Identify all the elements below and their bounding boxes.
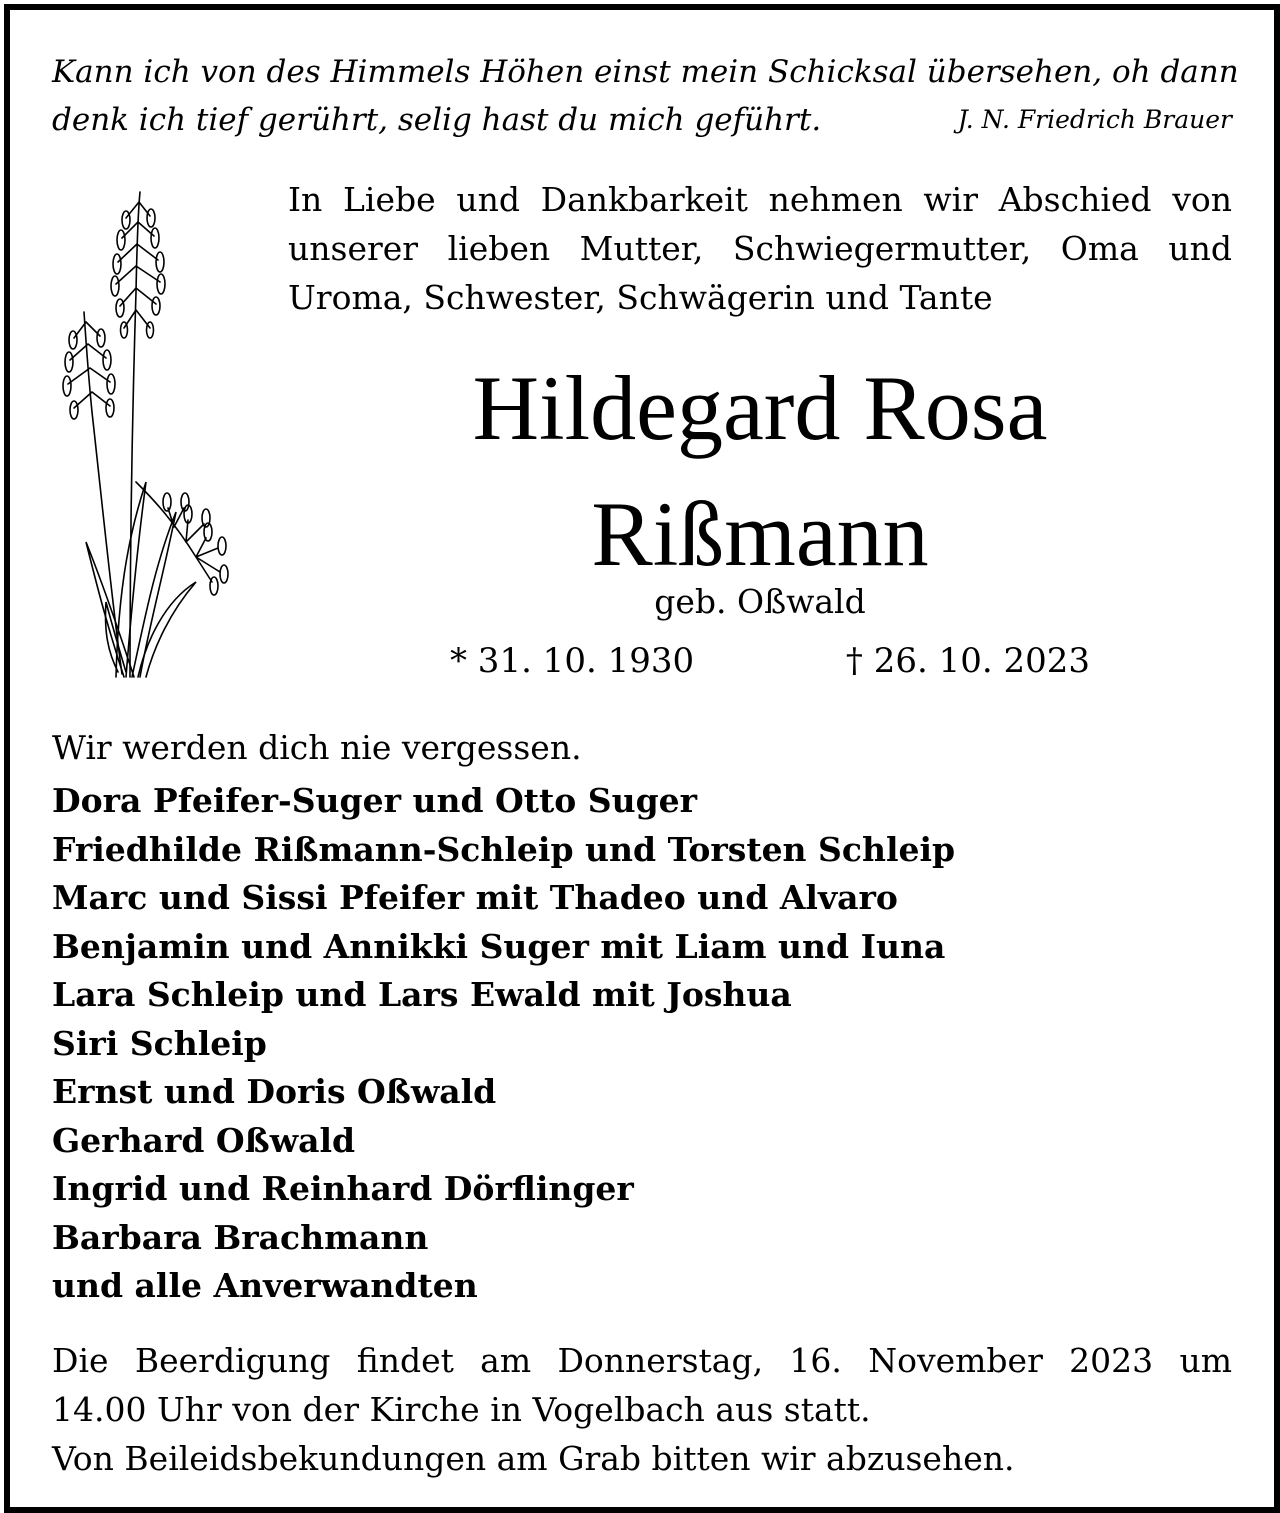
list-item: Barbara Brachmann: [52, 1217, 429, 1257]
list-item: Siri Schleip: [52, 1023, 267, 1063]
list-item: Marc und Sissi Pfeifer mit Thadeo und Alvaro: [52, 878, 898, 917]
farewell-line: Wir werden dich nie vergessen.: [52, 728, 582, 767]
life-dates: [450, 638, 1090, 684]
list-item: Gerhard Oßwald: [52, 1120, 356, 1160]
list-item: Dora Pfeifer-Suger und Otto Suger: [52, 781, 698, 820]
grass-plant-icon: [46, 182, 246, 682]
intro-text: In Liebe und Dankbarkeit nehmen wir Abschied von unserer lieben Mutter, Schwiegermutter, Oma und Uroma, Schwester, Schwägerin und Tante: [288, 180, 1232, 317]
list-item: Ernst und Doris Oßwald: [52, 1072, 497, 1111]
poem-line-1: Kann ich von des Himmels Höhen einst mein Schicksal übersehen, oh dann: [52, 54, 1239, 90]
list-item: Ingrid und Reinhard Dörflinger: [52, 1169, 634, 1208]
birth-date: * 31. 10. 1930: [450, 641, 695, 681]
poem-quote: [52, 48, 1239, 144]
funeral-line-2: 14.00 Uhr von der Kirche in Vogelbach aus statt.: [52, 1390, 871, 1429]
funeral-line-1: Die Beerdigung findet am Donnerstag, 16. November 2023 um: [52, 1341, 1232, 1380]
list-item: Benjamin und Annikki Suger mit Liam und Iuna: [52, 926, 946, 966]
list-item: Friedhilde Rißmann-Schleip und Torsten Schleip: [52, 829, 956, 869]
funeral-line-3: Von Beileidsbekundungen am Grab bitten wir abzusehen.: [52, 1439, 1015, 1478]
list-item: und alle Anverwandten: [52, 1266, 478, 1305]
deceased-last-name: Rißmann: [591, 483, 929, 585]
poem-line-2: denk ich tief gerührt, selig hast du mich geführt.: [52, 102, 822, 138]
deceased-first-names: Hildegard Rosa: [472, 357, 1048, 459]
funeral-info: [52, 1336, 1232, 1483]
poem-author: J. N. Friedrich Brauer: [957, 105, 1232, 134]
mourners-list: [52, 777, 955, 1311]
poem-line-2-row: [52, 96, 1232, 144]
obituary-notice: [4, 4, 1280, 1513]
maiden-name: geb. Oßwald: [654, 582, 866, 621]
death-date: † 26. 10. 2023: [845, 641, 1090, 681]
list-item: Lara Schleip und Lars Ewald mit Joshua: [52, 975, 792, 1014]
